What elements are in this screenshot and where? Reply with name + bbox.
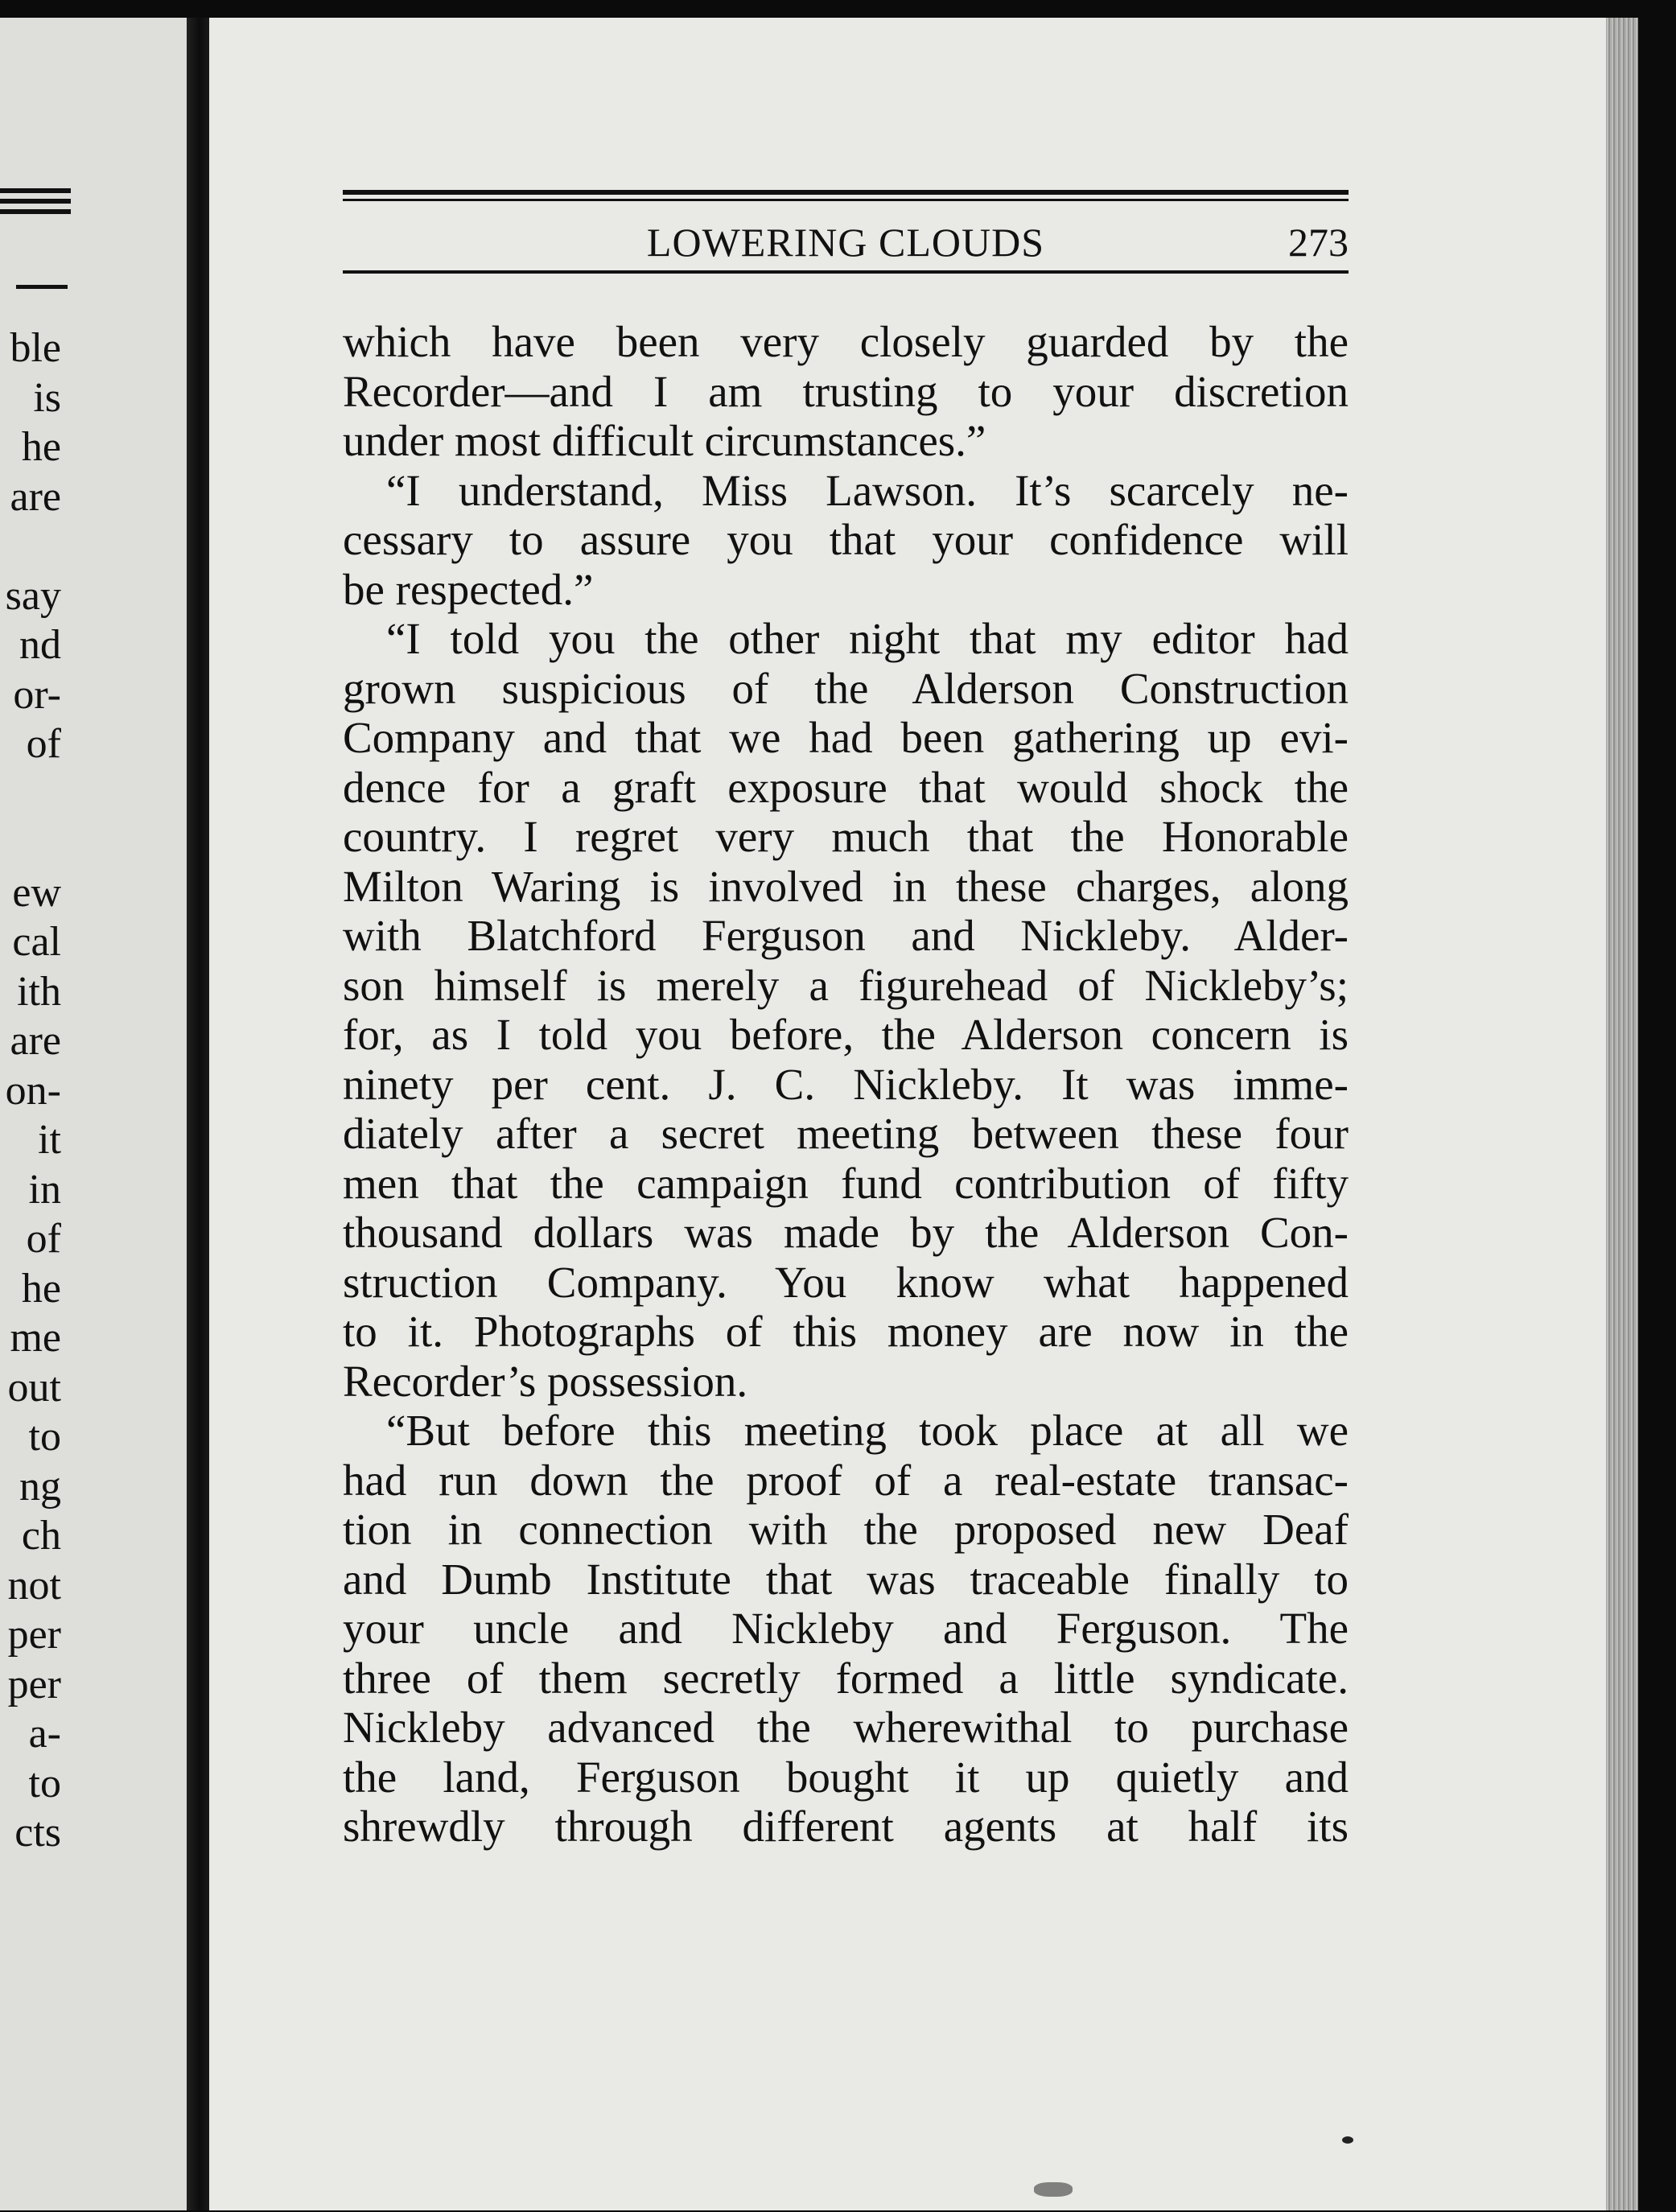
body-line: Milton Waring is involved in these charges, along (343, 861, 1349, 911)
left-fragment-line: nd (19, 622, 61, 668)
left-fragment-line: of (26, 1216, 61, 1262)
left-fragment-line (0, 818, 61, 868)
body-line: be respected.” (343, 564, 594, 614)
body-line: for, as I told you before, the Alderson concern is (343, 1010, 1349, 1059)
left-fragment-line: per (7, 1612, 61, 1658)
body-line: men that the campaign fund contribution of fifty (343, 1158, 1349, 1208)
left-fragment-line: or- (13, 671, 61, 718)
left-fragment-line: me (10, 1315, 61, 1361)
body-line: thousand dollars was made by the Alderson Con- (343, 1208, 1349, 1257)
left-fragment-line (0, 521, 61, 571)
left-page-short-rule (16, 285, 68, 289)
left-fragment-line: he (21, 424, 61, 470)
body-line: Nickleby advanced the wherewithal to purchase (343, 1703, 1349, 1752)
left-fragment-line: it (38, 1117, 61, 1163)
body-line: and Dumb Institute that was traceable finally to (343, 1554, 1349, 1604)
page-header (343, 190, 1349, 274)
body-line: cessary to assure you that your confidence will (343, 515, 1349, 564)
header-rule-bottom (343, 270, 1349, 274)
left-fragment-line: of (26, 721, 61, 767)
left-fragment-line: are (10, 1018, 61, 1064)
left-rule (0, 209, 71, 214)
left-fragment-line: to (28, 1414, 61, 1460)
book-spine (187, 18, 209, 2210)
page-number: 273 (1288, 220, 1349, 265)
body-line: which have been very closely guarded by the (343, 317, 1349, 366)
body-line: son himself is merely a figurehead of Nickleby’s; (343, 960, 1349, 1010)
left-fragment-line: cal (12, 919, 61, 965)
left-fragment-line: are (10, 473, 61, 520)
body-line: shrewdly through different agents at half its (343, 1802, 1349, 1851)
left-fragment-line (0, 769, 61, 819)
body-line: struction Company. You know what happened (343, 1257, 1349, 1307)
body-line: Recorder—and I am trusting to your discretion (343, 366, 1349, 416)
page-body-text (343, 317, 1349, 1852)
left-fragment-line: ng (19, 1463, 61, 1510)
body-line: diately after a secret meeting between these four (343, 1109, 1349, 1158)
body-line: Company and that we had been gathering up evi- (343, 713, 1349, 762)
scan-smudge (1034, 2182, 1073, 2197)
body-line: three of them secretly formed a little syndicate. (343, 1653, 1349, 1703)
body-line: grown suspicious of the Alderson Construction (343, 663, 1349, 713)
left-fragment-line: ew (12, 869, 61, 916)
body-line: Recorder’s possession. (343, 1356, 748, 1406)
left-fragment-line: per (7, 1661, 61, 1707)
body-line: with Blatchford Ferguson and Nickleby. Alder- (343, 911, 1349, 960)
body-line: ninety per cent. J. C. Nickleby. It was imme- (343, 1059, 1349, 1109)
left-fragment-line: to (28, 1760, 61, 1806)
left-fragment-line: on- (5, 1067, 61, 1114)
body-line: the land, Ferguson bought it up quietly and (343, 1752, 1349, 1802)
body-line: tion in connection with the proposed new Deaf (343, 1505, 1349, 1554)
body-line: dence for a graft exposure that would shock the (343, 762, 1349, 812)
left-fragment-line: out (7, 1364, 61, 1411)
left-page-header-rules (0, 188, 71, 220)
body-line: “But before this meeting took place at all we (386, 1406, 1349, 1455)
body-line: country. I regret very much that the Honorable (343, 812, 1349, 861)
left-fragment-line: not (7, 1562, 61, 1609)
left-rule (0, 199, 71, 204)
left-rule (0, 188, 71, 193)
body-line: had run down the proof of a real-estate transac- (343, 1455, 1349, 1505)
left-fragment-line: he (21, 1265, 61, 1312)
left-fragment-line: is (33, 374, 61, 421)
left-fragment-line: a- (28, 1711, 61, 1757)
left-fragment-line: ch (21, 1513, 61, 1559)
ink-speck (1342, 2136, 1353, 2144)
body-line: “I understand, Miss Lawson. It’s scarcely ne- (386, 465, 1349, 515)
header-rule-thick (343, 190, 1349, 195)
running-title: LOWERING CLOUDS (646, 220, 1045, 265)
body-line: under most difficult circumstances.” (343, 416, 986, 465)
header-row (343, 201, 1349, 270)
left-fragment-line: cts (14, 1810, 61, 1856)
page-edge (1606, 18, 1638, 2210)
left-fragment-line: in (28, 1166, 61, 1213)
left-fragment-line: ith (17, 968, 61, 1015)
left-facing-page (0, 18, 187, 2210)
body-line: your uncle and Nickleby and Ferguson. The (343, 1604, 1349, 1653)
left-fragment-line: ble (10, 325, 61, 371)
left-page-text-fragments (0, 323, 61, 1858)
body-line: “I told you the other night that my editor had (386, 614, 1349, 663)
left-fragment-line: say (5, 572, 61, 619)
body-line: to it. Photographs of this money are now in the (343, 1307, 1349, 1356)
